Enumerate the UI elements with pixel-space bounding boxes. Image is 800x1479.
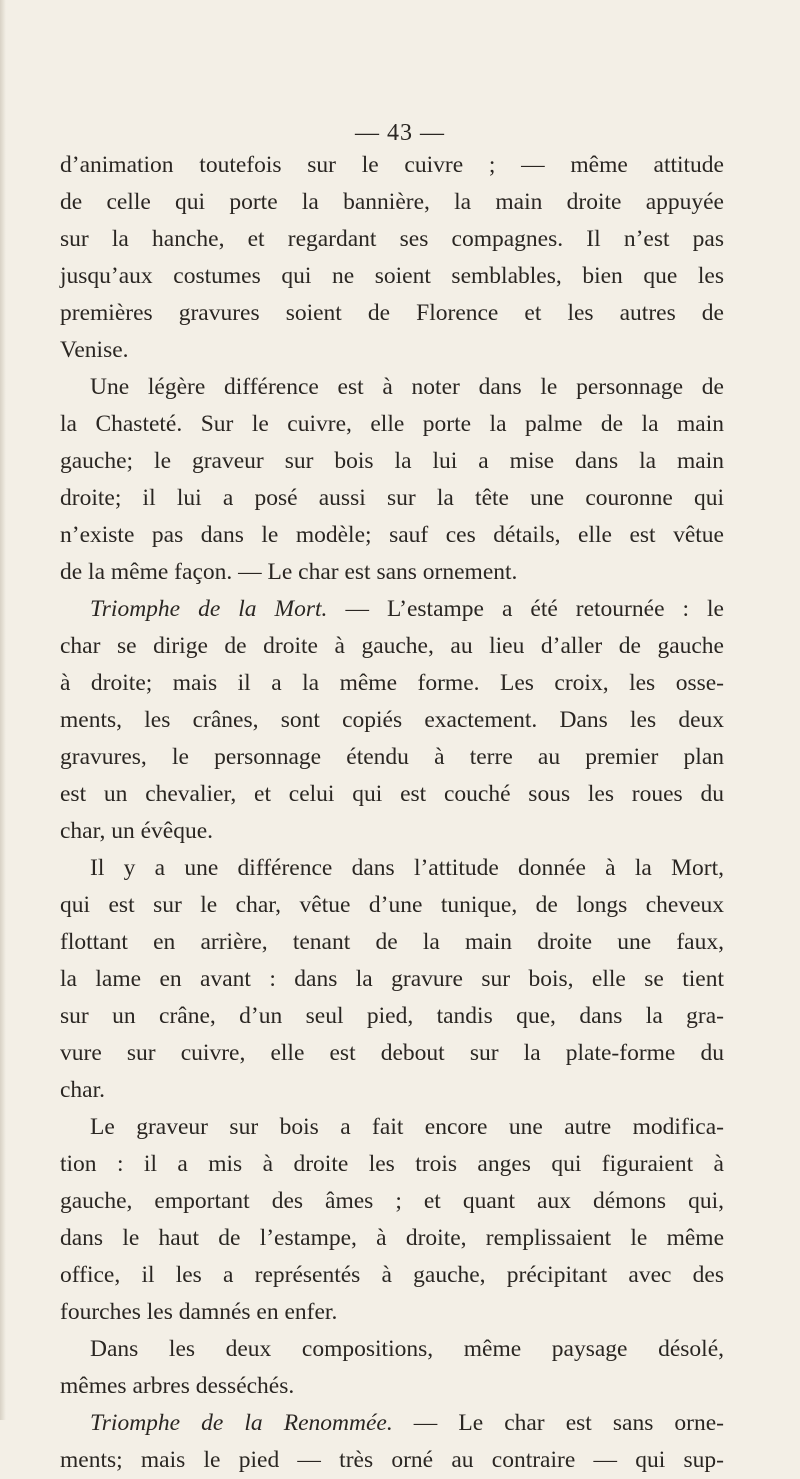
- section-title-mort: Triomphe de la Mort.: [90, 596, 328, 622]
- text-line: fourches les damnés en enfer.: [60, 1299, 338, 1325]
- text-line: char se dirige de droite à gauche, au lieu d’aller de gauche: [60, 633, 724, 659]
- text-line: est un chevalier, et celui qui est couché sous les roues du: [60, 781, 724, 807]
- text-line: char.: [60, 1077, 106, 1103]
- text-line: Le graveur sur bois a fait encore une autre modifica-: [90, 1114, 724, 1140]
- text-line: à droite; mais il a la même forme. Les croix, les osse-: [60, 670, 724, 696]
- text-line: de la même façon. — Le char est sans ornement.: [60, 559, 518, 585]
- text-line: gauche, emportant des âmes ; et quant aux démons qui,: [60, 1188, 724, 1214]
- text-run: — L’estampe a été retournée : le: [327, 596, 724, 622]
- section-heading-line: [60, 1405, 724, 1442]
- text-line: n’existe pas dans le modèle; sauf ces détails, elle est vêtue: [60, 522, 724, 548]
- text-line: sur la hanche, et regardant ses compagnes. Il n’est pas: [60, 226, 724, 252]
- text-line: jusqu’aux costumes qui ne soient semblables, bien que les: [60, 263, 724, 289]
- text-line: premières gravures soient de Florence et les autres de: [60, 300, 724, 326]
- text-line: vure sur cuivre, elle est debout sur la plate-forme du: [60, 1040, 724, 1066]
- text-line: Il y a une différence dans l’attitude donnée à la Mort,: [90, 855, 724, 881]
- text-line: char, un évêque.: [60, 818, 214, 844]
- page-spine-shadow: [0, 0, 6, 1420]
- text-line: dans le haut de l’estampe, à droite, remplissaient le même: [60, 1225, 724, 1251]
- text-line: la lame en avant : dans la gravure sur bois, elle se tient: [60, 966, 724, 992]
- text-line: gravures, le personnage étendu à terre au premier plan: [60, 744, 724, 770]
- text-line: qui est sur le char, vêtue d’une tunique, de longs cheveux: [60, 892, 724, 918]
- text-line: flottant en arrière, tenant de la main droite une faux,: [60, 929, 724, 955]
- text-line: Dans les deux compositions, même paysage désolé,: [90, 1336, 724, 1362]
- text-line: ments, les crânes, sont copiés exactement. Dans les deux: [60, 707, 724, 733]
- page-number: — 43 —: [355, 120, 445, 146]
- text-line: sur un crâne, d’un seul pied, tandis que, dans la gra-: [60, 1003, 724, 1029]
- text-line: de celle qui porte la bannière, la main droite appuyée: [60, 189, 724, 215]
- section-heading-line: [60, 591, 724, 628]
- text-line: office, il les a représentés à gauche, précipitant avec des: [60, 1262, 724, 1288]
- text-line: tion : il a mis à droite les trois anges qui figuraient à: [60, 1151, 724, 1177]
- text-line: ments; mais le pied — très orné au contraire — qui sup-: [60, 1447, 724, 1473]
- text-line: droite; il lui a posé aussi sur la tête une couronne qui: [60, 485, 724, 511]
- text-line: gauche; le graveur sur bois la lui a mise dans la main: [60, 448, 724, 474]
- section-title-renommee: Triomphe de la Renommée.: [90, 1410, 393, 1436]
- text-line: d’animation toutefois sur le cuivre ; — même attitude: [60, 152, 724, 178]
- text-line: la Chasteté. Sur le cuivre, elle porte la palme de la main: [60, 411, 724, 437]
- body-text: [60, 147, 724, 1479]
- text-line: Venise.: [60, 337, 129, 363]
- text-run: — Le char est sans orne-: [392, 1410, 724, 1436]
- text-line: mêmes arbres desséchés.: [60, 1373, 295, 1399]
- text-line: Une légère différence est à noter dans le personnage de: [90, 374, 724, 400]
